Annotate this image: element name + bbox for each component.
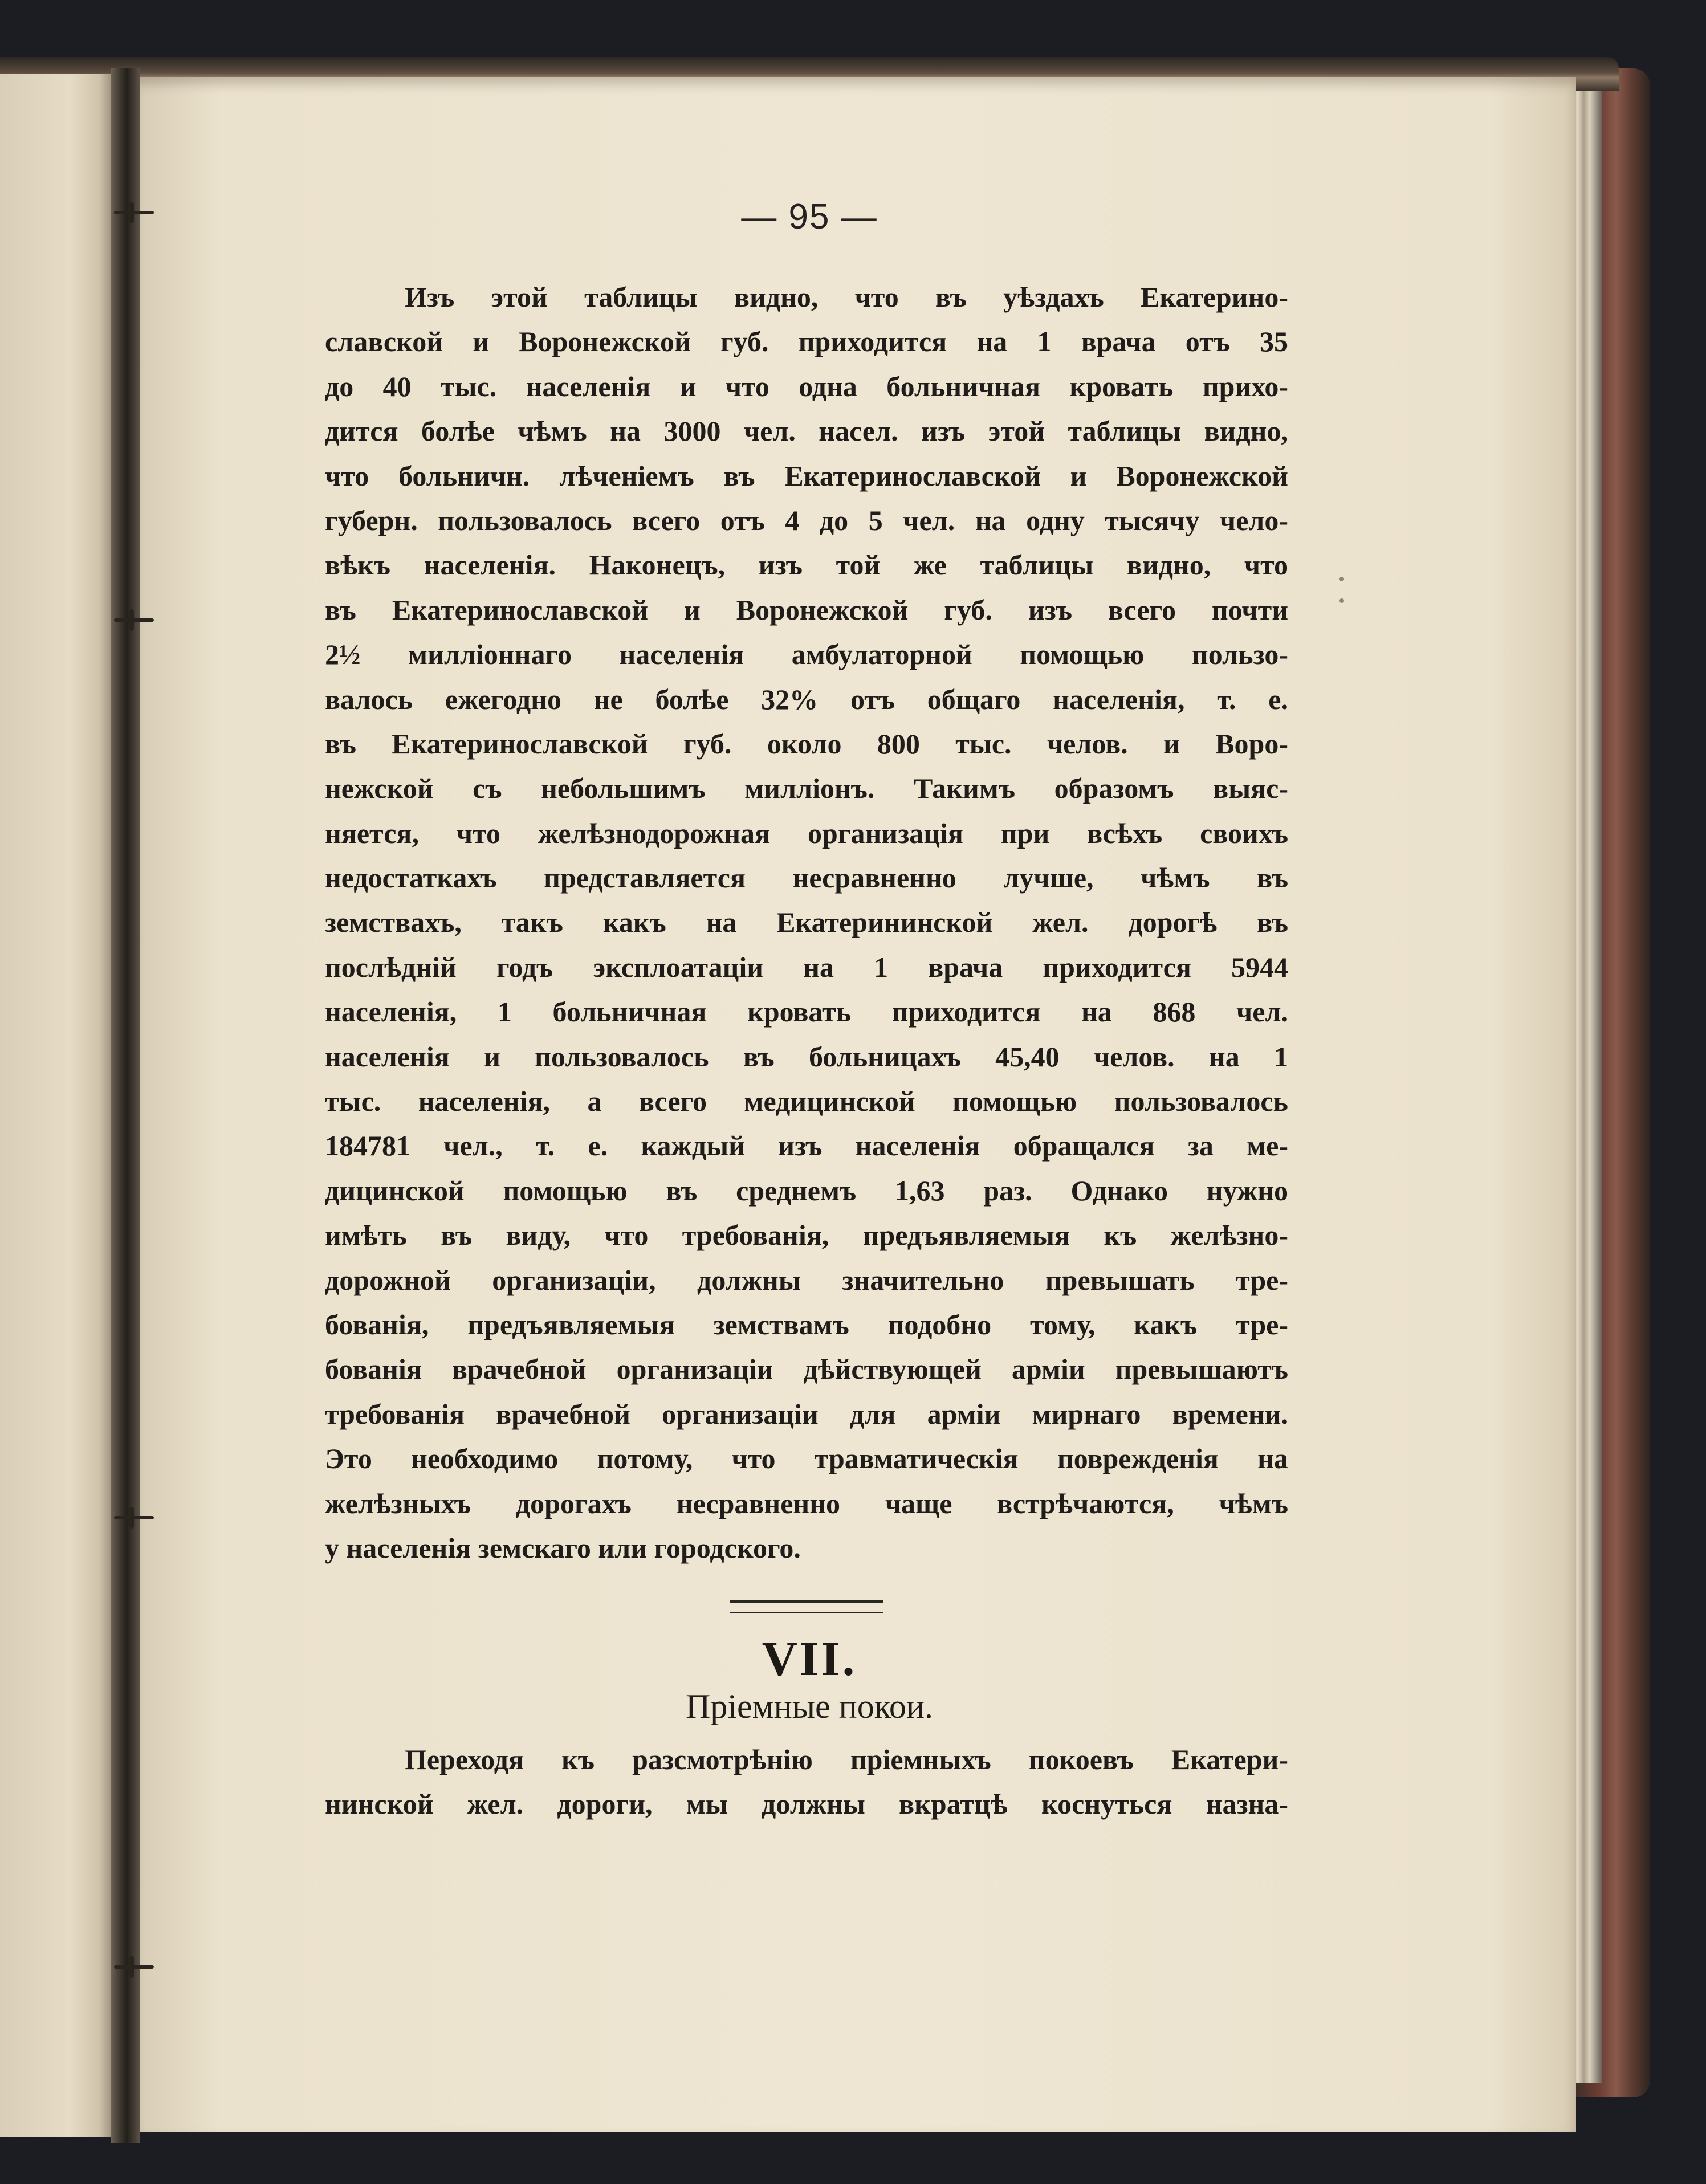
paper-speck [1339, 577, 1344, 581]
body-paragraph [325, 1737, 1288, 1827]
text-line: Изъ этой таблицы видно, что въ уѣздахъ Екатерино- [405, 281, 1288, 313]
text-line: желѣзныхъ дорогахъ несравненно чаще встрѣчаются, чѣмъ [325, 1487, 1288, 1519]
text-line: у населенія земскаго или городского. [325, 1531, 801, 1564]
text-line: имѣть въ виду, что требованія, предъявляемыя къ желѣзно- [325, 1219, 1288, 1252]
text-line: дицинской помощью въ среднемъ 1,63 раз. Однако нужно [325, 1174, 1288, 1207]
text-line: вѣкъ населенія. Наконецъ, изъ той же таблицы видно, что [325, 549, 1288, 581]
text-line: няется, что желѣзнодорожная организація при всѣхъ своихъ [325, 817, 1288, 849]
text-line: бованія врачебной организаціи дѣйствующей арміи превышаютъ [325, 1353, 1288, 1386]
text-line: населенія, 1 больничная кровать приходится на 868 чел. [325, 996, 1288, 1028]
binding-stitch [114, 618, 154, 622]
text-line: Это необходимо потому, что травматическія поврежденія на [325, 1443, 1288, 1475]
facing-page [0, 74, 117, 2137]
text-line: 2½ милліоннаго населенія амбулаторной помощью пользо- [325, 638, 1288, 671]
text-line: Переходя къ разсмотрѣнію пріемныхъ покоевъ Екатери- [405, 1743, 1288, 1775]
gutter [111, 68, 140, 2143]
text-line: тыс. населенія, а всего медицинской помощью пользовалось [325, 1085, 1288, 1118]
binding-stitch [114, 1516, 154, 1519]
text-line: въ Екатеринославской и Воронежской губ. изъ всего почти [325, 593, 1288, 626]
binding-stitch [114, 1965, 154, 1969]
text-line: требованія врачебной организаціи для арміи мирнаго времени. [325, 1397, 1288, 1430]
section-divider [730, 1600, 883, 1613]
body-paragraph [325, 275, 1288, 1570]
text-line: что больничн. лѣченіемъ въ Екатеринославской и Воронежской [325, 459, 1288, 492]
text-line: валось ежегодно не болѣе 32% отъ общаго населенія, т. е. [325, 683, 1288, 715]
text-line: славской и Воронежской губ. приходится на 1 врача отъ 35 [325, 325, 1288, 358]
section-number: VII. [762, 1631, 857, 1686]
text-line: нежской съ небольшимъ милліонъ. Такимъ образомъ выяс- [325, 772, 1288, 805]
paper-speck [1339, 598, 1344, 603]
text-line: нинской жел. дороги, мы должны вкратцѣ коснуться назна- [325, 1788, 1288, 1820]
text-line: послѣдній годъ эксплоатаціи на 1 врача приходится 5944 [325, 951, 1288, 983]
text-line: бованія, предъявляемыя земствамъ подобно тому, какъ тре- [325, 1308, 1288, 1340]
text-line: населенія и пользовалось въ больницахъ 45,40 челов. на 1 [325, 1040, 1288, 1073]
text-line: дорожной организаціи, должны значительно превышать тре- [325, 1264, 1288, 1296]
text-line: земствахъ, такъ какъ на Екатерининской жел. дорогѣ въ [325, 906, 1288, 939]
section-title: Пріемные покои. [686, 1688, 933, 1725]
page-number: — 95 — [741, 197, 878, 237]
text-line: губерн. пользовалось всего отъ 4 до 5 чел. на одну тысячу чело- [325, 504, 1288, 536]
text-line: недостаткахъ представляется несравненно лучше, чѣмъ въ [325, 862, 1288, 894]
text-line: дится болѣе чѣмъ на 3000 чел. насел. изъ этой таблицы видно, [325, 415, 1288, 447]
text-line: 184781 чел., т. е. каждый изъ населенія обращался за ме- [325, 1130, 1288, 1162]
text-line: въ Екатеринославской губ. около 800 тыс. челов. и Воро- [325, 727, 1288, 760]
text-line: до 40 тыс. населенія и что одна больничная кровать прихо- [325, 370, 1288, 402]
